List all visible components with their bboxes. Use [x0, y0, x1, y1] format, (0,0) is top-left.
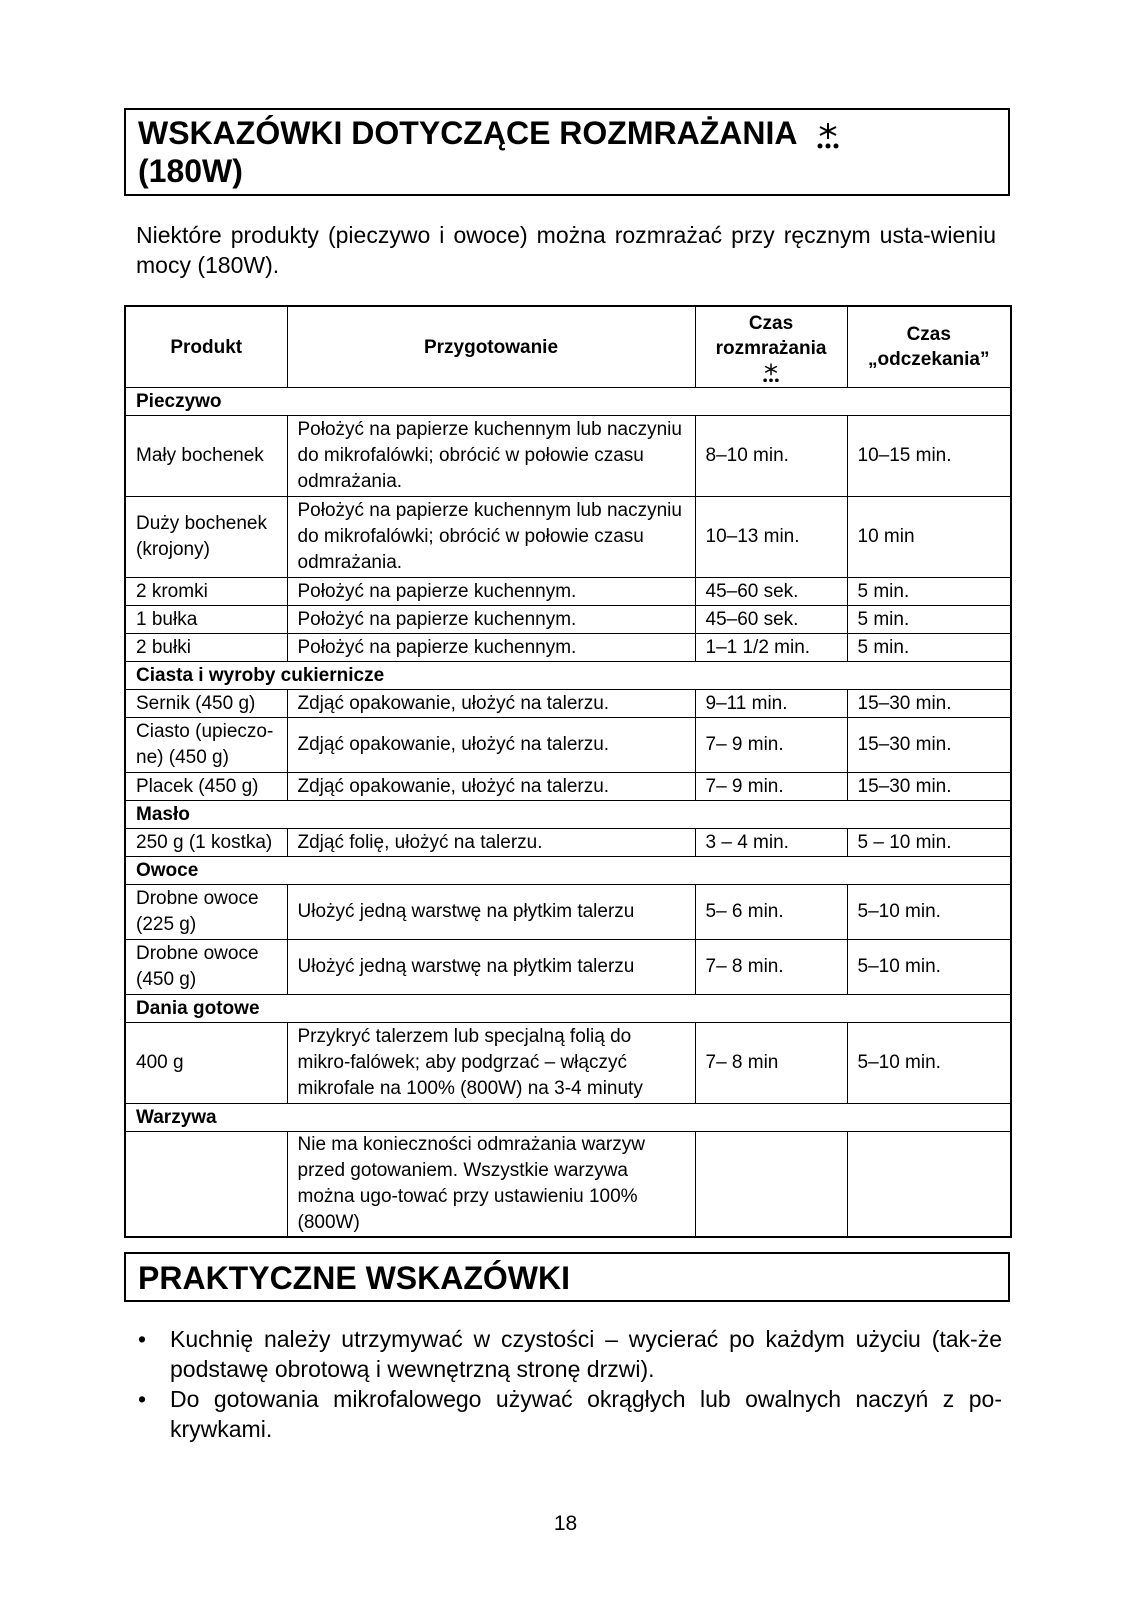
header-preparation: Przygotowanie	[287, 306, 695, 388]
cell-defrost-time: 9–11 min.	[695, 690, 847, 718]
cell-defrost-time: 45–60 sek.	[695, 606, 847, 634]
cell-preparation: Położyć na papierze kuchennym lub naczyniu do mikrofalówki; obrócić w połowie czasu odmrażania.	[287, 497, 695, 578]
cell-product: Mały bochenek	[125, 416, 287, 497]
cell-wait-time: 10 min	[847, 497, 1011, 578]
cell-defrost-time: 7– 8 min.	[695, 940, 847, 995]
cell-preparation: Zdjąć opakowanie, ułożyć na talerzu.	[287, 690, 695, 718]
list-item	[136, 1324, 1002, 1384]
cell-defrost-time: 5– 6 min.	[695, 885, 847, 940]
cell-product: 1 bułka	[125, 606, 287, 634]
defrost-snowflake-icon	[760, 362, 782, 384]
cell-preparation: Zdjąć opakowanie, ułożyć na talerzu.	[287, 718, 695, 773]
cell-product: Ciasto (upieczo-ne) (450 g)	[125, 718, 287, 773]
header-wait-line1: Czas	[906, 324, 951, 345]
table-section-row	[125, 662, 1011, 690]
defrost-table	[124, 305, 1012, 1238]
header-wait-line2: „odczekania”	[868, 349, 990, 370]
bullet-icon: •	[138, 1326, 147, 1352]
table-row	[125, 940, 1011, 995]
cell-wait-time: 5 min.	[847, 578, 1011, 606]
table-row	[125, 1023, 1011, 1104]
defrost-snowflake-icon	[813, 121, 843, 151]
header-defrost-time	[695, 306, 847, 388]
cell-wait-time: 5–10 min.	[847, 1023, 1011, 1104]
cell-defrost-time: 1–1 1/2 min.	[695, 634, 847, 662]
cell-preparation: Położyć na papierze kuchennym.	[287, 634, 695, 662]
table-row	[125, 1132, 1011, 1238]
table-row	[125, 578, 1011, 606]
table-row	[125, 718, 1011, 773]
cell-product: 250 g (1 kostka)	[125, 829, 287, 857]
cell-defrost-time: 3 – 4 min.	[695, 829, 847, 857]
cell-wait-time: 5 – 10 min.	[847, 829, 1011, 857]
cell-preparation: Ułożyć jedną warstwę na płytkim talerzu	[287, 885, 695, 940]
cell-defrost-time: 7– 9 min.	[695, 773, 847, 801]
section-title-tips	[124, 1252, 1010, 1302]
table-row	[125, 606, 1011, 634]
cell-product: Drobne owoce (450 g)	[125, 940, 287, 995]
cell-product: 400 g	[125, 1023, 287, 1104]
cell-product: 2 bułki	[125, 634, 287, 662]
page-number: 18	[553, 1512, 578, 1535]
table-row	[125, 416, 1011, 497]
header-defrost-line1: Czas	[748, 312, 794, 334]
cell-wait-time: 15–30 min.	[847, 718, 1011, 773]
table-row	[125, 634, 1011, 662]
cell-product: Sernik (450 g)	[125, 690, 287, 718]
cell-wait-time	[847, 1132, 1011, 1238]
section-title-line1: WSKAZÓWKI DOTYCZĄCE ROZMRAŻANIA	[138, 115, 797, 151]
table-header-row	[125, 306, 1011, 388]
table-row	[125, 829, 1011, 857]
cell-defrost-time: 7– 8 min	[695, 1023, 847, 1104]
list-item-text: Do gotowania mikrofalowego używać okrągłych lub owalnych naczyń z po-krywkami.	[170, 1386, 1002, 1442]
section-title-line2: (180W)	[138, 153, 243, 189]
section-label: Masło	[125, 801, 1011, 829]
section-title-tips-text: PRAKTYCZNE WSKAZÓWKI	[138, 1260, 570, 1296]
cell-preparation: Nie ma konieczności odmrażania warzyw przed gotowaniem. Wszystkie warzywa można ugo-tować przy ustawieniu 100% (800W)	[287, 1132, 695, 1238]
list-item-text: Kuchnię należy utrzymywać w czystości – wycierać po każdym użyciu (tak-że podstawę obrotową i wewnętrzną stronę drzwi).	[170, 1326, 1002, 1382]
cell-preparation: Ułożyć jedną warstwę na płytkim talerzu	[287, 940, 695, 995]
cell-product: 2 kromki	[125, 578, 287, 606]
bullet-icon: •	[138, 1386, 147, 1412]
cell-preparation: Zdjąć folię, ułożyć na talerzu.	[287, 829, 695, 857]
cell-wait-time: 15–30 min.	[847, 773, 1011, 801]
cell-wait-time: 5 min.	[847, 634, 1011, 662]
table-section-row	[125, 1104, 1011, 1132]
cell-defrost-time: 45–60 sek.	[695, 578, 847, 606]
table-section-row	[125, 995, 1011, 1023]
header-wait-time	[847, 306, 1011, 388]
section-label: Owoce	[125, 857, 1011, 885]
cell-defrost-time: 10–13 min.	[695, 497, 847, 578]
table-row	[125, 885, 1011, 940]
tips-list	[136, 1324, 1002, 1444]
table-row	[125, 773, 1011, 801]
cell-preparation: Zdjąć opakowanie, ułożyć na talerzu.	[287, 773, 695, 801]
cell-wait-time: 5–10 min.	[847, 885, 1011, 940]
cell-product: Drobne owoce (225 g)	[125, 885, 287, 940]
cell-wait-time: 15–30 min.	[847, 690, 1011, 718]
cell-wait-time: 5 min.	[847, 606, 1011, 634]
table-row	[125, 690, 1011, 718]
cell-defrost-time: 8–10 min.	[695, 416, 847, 497]
cell-wait-time: 10–15 min.	[847, 416, 1011, 497]
cell-preparation: Położyć na papierze kuchennym.	[287, 606, 695, 634]
header-product: Produkt	[125, 306, 287, 388]
cell-product	[125, 1132, 287, 1238]
cell-wait-time: 5–10 min.	[847, 940, 1011, 995]
section-label: Pieczywo	[125, 388, 1011, 416]
table-row	[125, 497, 1011, 578]
list-item	[136, 1384, 1002, 1444]
header-defrost-line2: rozmrażania	[715, 337, 827, 359]
section-label: Warzywa	[125, 1104, 1011, 1132]
section-label: Dania gotowe	[125, 995, 1011, 1023]
cell-product: Placek (450 g)	[125, 773, 287, 801]
section-title-defrost	[124, 108, 1010, 196]
cell-preparation: Położyć na papierze kuchennym lub naczyniu do mikrofalówki; obrócić w połowie czasu odmrażania.	[287, 416, 695, 497]
table-section-row	[125, 801, 1011, 829]
table-section-row	[125, 857, 1011, 885]
cell-preparation: Przykryć talerzem lub specjalną folią do mikro-falówek; aby podgrzać – włączyć mikrofale na 100% (800W) na 3-4 minuty	[287, 1023, 695, 1104]
cell-defrost-time: 7– 9 min.	[695, 718, 847, 773]
table-section-row	[125, 388, 1011, 416]
cell-product: Duży bochenek (krojony)	[125, 497, 287, 578]
cell-defrost-time	[695, 1132, 847, 1238]
intro-paragraph: Niektóre produkty (pieczywo i owoce) można rozmrażać przy ręcznym usta-wieniu mocy (180W).	[136, 222, 996, 278]
cell-preparation: Położyć na papierze kuchennym.	[287, 578, 695, 606]
section-label: Ciasta i wyroby cukiernicze	[125, 662, 1011, 690]
